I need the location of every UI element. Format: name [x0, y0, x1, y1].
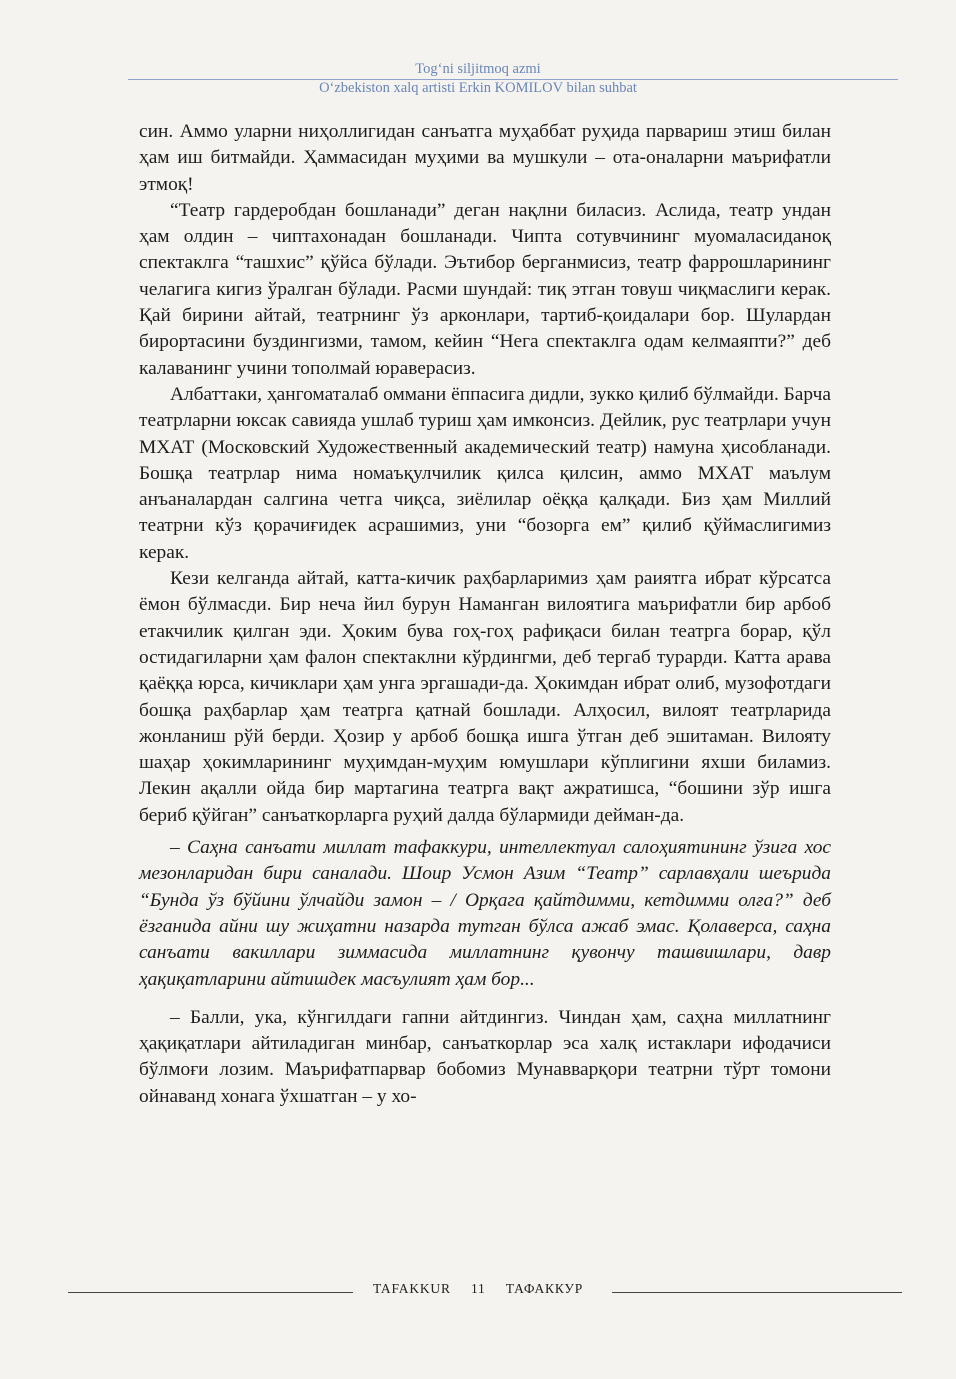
header-title: Tog‘ni siljitmoq azmi: [415, 61, 541, 77]
footer-rule-right: [612, 1292, 902, 1293]
footer-journal-cyrillic: ТАФАККУР: [505, 1281, 584, 1296]
header-subtitle: O‘zbekiston xalq artisti Erkin KOMILOV bilan suhbat: [319, 80, 637, 96]
footer-journal-latin: TAFAKKUR: [372, 1281, 451, 1296]
page-footer: [0, 1281, 956, 1301]
body-paragraph: “Театр гардеробдан бошланади” деган нақлни биласиз. Аслида, театр ундан ҳам олдин – чиптахонадан бошланади. Чипта сотувчининг муомаласиданоқ спектаклга “ташхис” қўйса бўлади. Эътибор берганмисиз, театр фаррошларининг челагига кигиз ўралган бўлади. Расми шундай: тиқ этган товуш чиқмаслиги керак. Қай бирини айтай, театрнинг ўз арконлари, тартиб-қоидалари бор. Шулардан бирортасини буздингизми, тамом, кейин “Нега спектаклга одам келмаяпти?” деб калаванинг учини тополмай юраверасиз.: [139, 199, 831, 379]
interview-question: – Саҳна санъати миллат тафаккури, интеллектуал салоҳиятининг ўзига хос мезонларидан бири саналади. Шоир Усмон Азим “Театр” сарлавҳали шеърида “Бунда ўз бўйини ўлчайди замон – / Орқага қайтдимми, кетдимми олға?” деб ёзганида айни шу жиҳатни назарда тутган бўлса ажаб эмас. Қолаверса, саҳна санъати вакиллари зиммасида миллатнинг қувончу ташвишлари, давр ҳақиқатларини айтишдек масъулият ҳам бор...: [139, 837, 831, 990]
body-paragraph: Кези келганда айтай, катта-кичик раҳбарларимиз ҳам раиятга ибрат кўрсатса ёмон бўлмасди. Бир неча йил бурун Наманган вилоятига маърифатли бир арбоб етакчилик қилган эди. Ҳоким бува гоҳ-гоҳ рафиқаси билан театрга борар, қўл остидагиларни ҳам фалон спектаклни кўрдингми, деб тергаб турарди. Катта арава қаёққа юрса, кичиклари ҳам унга эргашади-да. Ҳокимдан ибрат олиб, музофотдаги бошқа раҳбарлар ҳам театрга қатнай бошлади. Алҳосил, вилоят театрларида жонланиш рўй берди. Ҳозир у арбоб бошқа ишга ўтган деб эшитаман. Вилояту шаҳар ҳокимларининг муҳимдан-муҳим юмушлари кўплигини яхши биламиз. Лекин ақалли ойда бир мартагина театрга вақт ажратишса, “бошини зўр ишга бериб қўйган” санъаткорларга руҳий далда бўлармиди дейман-да.: [139, 568, 831, 826]
header-divider: [128, 79, 898, 80]
body-paragraph: син. Аммо уларни ниҳоллигидан санъатга муҳаббат руҳида парвариш этиш билан ҳам иш битмайди. Ҳаммасидан муҳими ва мушкули – ота-оналарни маърифатли этмоқ!: [139, 121, 831, 195]
footer-label: [358, 1281, 598, 1297]
footer-rule-left: [68, 1292, 353, 1293]
article-body: [139, 119, 831, 1110]
body-paragraph: Албаттаки, ҳангоматалаб оммани ёппасига дидли, зукко қилиб бўлмайди. Барча театрларни юксак савияда ушлаб туриш ҳам имконсиз. Дейлик, рус театрлари учун МХАТ (Московский Художественный академический театр) намуна ҳисобланади. Бошқа театрлар нима номаъқулчилик қилса қилсин, аммо МХАТ маълум анъаналардан салгина четга чиқса, зиёлилар оёққа қалқади. Биз ҳам Миллий театрни кўз қорачиғидек асрашимиз, уни “бозорга ем” қилиб қўймаслигимиз керак.: [139, 383, 831, 563]
page-number: 11: [470, 1281, 486, 1296]
interview-answer: – Балли, ука, кўнгилдаги гапни айтдингиз. Чиндан ҳам, саҳна миллатнинг ҳақиқатлари айтиладиган минбар, санъаткорлар эса халқ истаклари ифодачиси бўлмоғи лозим. Маърифатпарвар бобомиз Мунавварқори театрни тўрт томони ойнаванд хонага ўхшатган – у хо-: [139, 1006, 831, 1107]
